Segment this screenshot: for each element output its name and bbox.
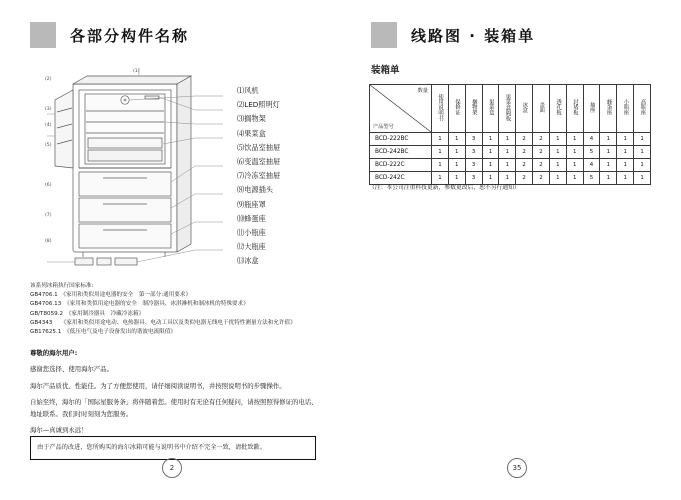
callout-item: ⑹变温室抽屉 [237,157,281,167]
table-col-header: 透孔板 [549,85,566,133]
cell-value: 3 [465,146,482,159]
svg-text:(3): (3) [45,107,52,112]
letter-paragraph: 海尔产品质优、性能佳。为了方便您使用，请仔细阅读说明书，并按照说明书的步骤操作。 [30,381,286,390]
table-row [370,133,651,146]
left-page [0,0,340,500]
left-page-header [30,22,189,48]
cell-value: 1 [566,159,583,172]
cell-value: 1 [432,146,449,159]
refrigerator-diagram [45,66,230,266]
callout-item: ⑸饮品室抽屉 [237,142,281,152]
callout-item: ⑶搁物架 [237,114,266,124]
cell-value: 4 [583,159,600,172]
cell-value: 1 [634,146,651,159]
cell-value: 2 [533,133,550,146]
callout-item: ⑷果菜盒 [237,128,266,138]
table-row [370,159,651,172]
callout-item: ⑼瓶座罩 [237,199,266,209]
cell-value: 1 [499,172,516,185]
callout-item: ⑵LED照明灯 [237,100,280,110]
page-number-left: 2 [162,458,182,478]
standard-line: GB4343 《家用和类似用途电动、电热器具、电动工具以及类似电器无线电干扰特性测量方法和允许值》 [30,319,296,326]
table-col-header: 盖面 [533,85,550,133]
standards-intro: 该系列冰箱执行国家标准: [30,283,94,289]
cell-value: 1 [634,159,651,172]
cell-value: 1 [600,146,617,159]
packing-list-table [369,84,651,185]
cell-value: 1 [617,172,634,185]
right-page-header [371,22,535,48]
table-col-header: 冰盒 [516,85,533,133]
svg-text:(8): (8) [45,239,52,244]
cell-value: 2 [533,159,550,172]
table-col-header: 抽座 [583,85,600,133]
callout-item: ⑾小瓶座 [237,228,266,238]
disclaimer-box [30,436,316,460]
cell-value: 3 [465,133,482,146]
right-page [341,0,681,500]
standard-line: GB17625.1 《低压电气及电子设备发出的谐波电流限值》 [30,329,176,336]
cell-model: BCD-222C [370,159,432,172]
svg-text:(1): (1) [133,69,140,74]
cell-value: 1 [617,133,634,146]
cell-value: 1 [566,146,583,159]
letter-paragraph: 自始至终，海尔的「国际星服务条」将伴随着您。使用时有无论有任何疑问，请按照照得修证的电话、地址联系。我们时时刻刻为您服务。 [30,398,318,418]
letter-paragraph: 海尔—真诚到永远！ [30,426,88,435]
cell-value: 1 [432,159,449,172]
cell-value: 5 [583,172,600,185]
table-col-header: 搁物架 [465,85,482,133]
table-col-header: 果菜盒隔板 [499,85,516,133]
cell-value: 1 [600,172,617,185]
cell-value: 1 [432,172,449,185]
cell-value: 1 [482,133,499,146]
cell-value: 2 [533,146,550,159]
svg-text:(5): (5) [45,143,52,148]
cell-value: 1 [549,159,566,172]
cell-value: 1 [634,133,651,146]
cell-value: 1 [432,133,449,146]
cell-value: 1 [566,133,583,146]
cell-value: 1 [549,146,566,159]
corner-label-quantity: 数量 [417,88,428,94]
table-col-header: 使用说明书 [432,85,449,133]
letter-paragraph: 感谢您选择、使用海尔产品。 [30,365,114,374]
cell-model: BCD-222BC [370,133,432,146]
cell-value: 1 [634,172,651,185]
disclaimer-text: 由于产品的改进，您所购买的海尔冰箱可能与说明书中介绍不完全一致，请批致歉。 [37,444,266,451]
cell-value: 1 [448,159,465,172]
cell-model: BCD-242BC [370,146,432,159]
section-title: 装箱单 [371,65,400,76]
page-number-right: 35 [507,458,527,478]
table-note: （注：本公司注重科技更新，参数更改后，恕不另行通知） [369,185,520,191]
table-row [370,146,651,159]
cell-value: 1 [549,133,566,146]
table-header-row [370,85,651,133]
callout-list [237,84,280,269]
callout-item: ⑿大瓶座 [237,242,266,252]
cell-value: 2 [533,172,550,185]
callout-item: ⑻电源插头 [237,185,273,195]
cell-value: 1 [600,133,617,146]
callout-item: ⑺冷冻室抽屉 [237,171,281,181]
letter-greeting: 尊敬的海尔用户: [30,349,78,357]
cell-value: 1 [482,159,499,172]
cell-value: 3 [465,172,482,185]
callout-item: ⒀冰盒 [237,256,259,266]
header-swatch-icon [371,22,397,48]
svg-text:(4): (4) [45,123,52,128]
cell-value: 4 [583,133,600,146]
page-title: 各部分构件名称 [70,26,190,45]
cell-value: 1 [566,172,583,185]
cell-value: 1 [499,159,516,172]
cell-value: 1 [617,159,634,172]
cell-value: 1 [448,146,465,159]
svg-text:(7): (7) [45,213,52,218]
svg-text:(2): (2) [45,77,52,82]
cell-value: 1 [549,172,566,185]
packing-list-table-wrap [369,84,651,185]
cell-value: 2 [516,133,533,146]
standards-block [30,282,315,337]
svg-text:(6): (6) [45,183,52,188]
standard-line: GB/T8059.2 《家用制冷器具 冷藏冷冻箱》 [30,310,145,317]
table-col-header: 小瓶座 [617,85,634,133]
table-col-header: 封堵板 [566,85,583,133]
table-col-header: 果菜盒 [482,85,499,133]
cell-value: 1 [617,146,634,159]
callout-item: ⑴风机 [237,86,259,95]
table-corner-cell [370,85,432,133]
table-col-header: 高瓶座 [634,85,651,133]
user-letter [30,348,318,441]
cell-value: 3 [465,159,482,172]
cell-value: 1 [499,146,516,159]
table-col-header: 保修证 [448,85,465,133]
cell-value: 1 [448,172,465,185]
cell-value: 1 [600,159,617,172]
cell-value: 2 [516,172,533,185]
cell-value: 1 [482,146,499,159]
cell-model: BCD-242C [370,172,432,185]
cell-value: 1 [482,172,499,185]
standard-line: GB4706.1 《家用和类似用途电器的安全 第一部分:通用要求》 [30,292,192,299]
header-swatch-icon [30,22,56,48]
cell-value: 2 [516,146,533,159]
cell-value: 1 [499,133,516,146]
cell-value: 1 [448,133,465,146]
callout-item: ⑽蜂蛋座 [237,213,266,223]
page-title: 线路图 · 装箱单 [411,26,536,45]
standard-line: GB4706.13 《家用和类似用途电器的安全 制冷器具、冰淇淋机和制冰机的特殊要求》 [30,301,249,308]
corner-label-model: 产品型号 [373,124,394,130]
table-col-header: 蜂蛋座 [600,85,617,133]
cell-value: 5 [583,146,600,159]
cell-value: 2 [516,159,533,172]
